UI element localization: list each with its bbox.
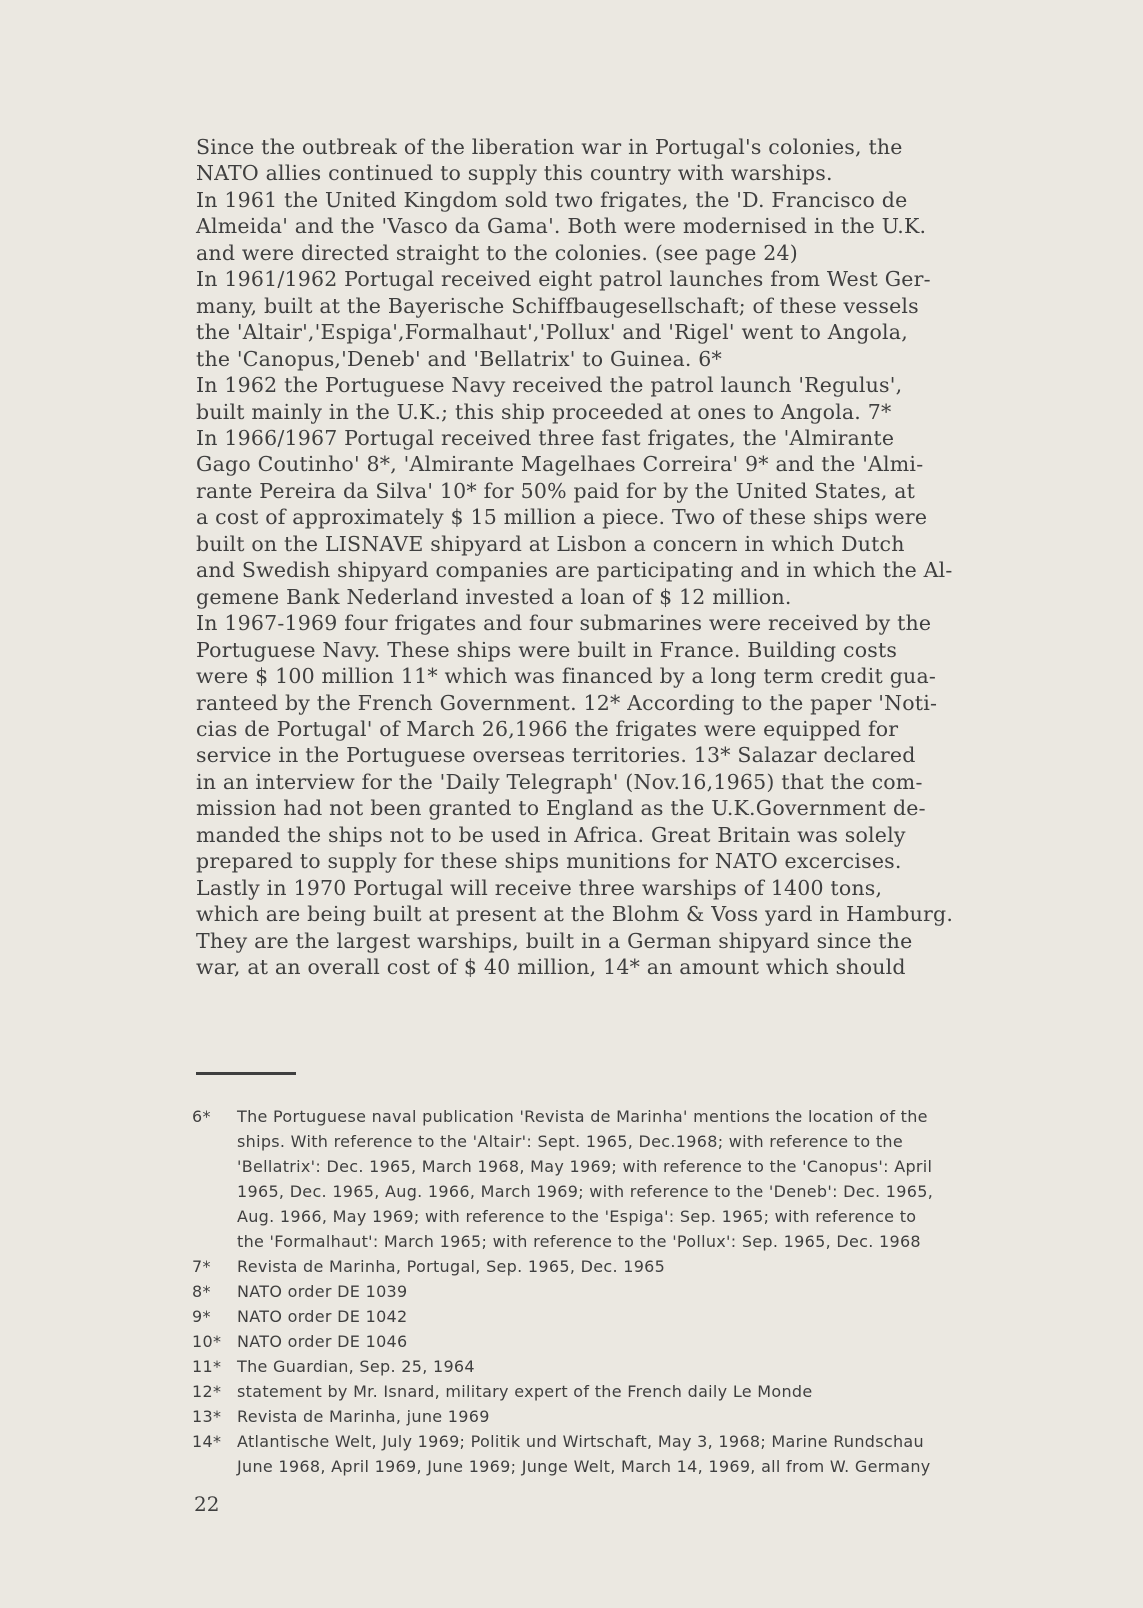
footnote-marker: 13*	[192, 1407, 222, 1426]
body-text-line: They are the largest warships, built in a German shipyard since the	[196, 928, 913, 953]
footnote-item	[192, 1304, 1092, 1329]
footnote-marker: 12*	[192, 1382, 222, 1401]
body-text-line: Lastly in 1970 Portugal will receive three warships of 1400 tons,	[196, 875, 883, 900]
body-text-line: In 1967-1969 four frigates and four submarines were received by the	[196, 611, 932, 636]
body-text-line: war, at an overall cost of $ 40 million, 14* an amount which should	[196, 955, 906, 980]
footnote-text	[237, 1354, 1092, 1379]
body-text-line: built mainly in the U.K.; this ship proceeded at ones to Angola. 7*	[196, 399, 892, 424]
footnote-text-line: Revista de Marinha, Portugal, Sep. 1965, Dec. 1965	[237, 1257, 666, 1276]
body-text-line: in an interview for the 'Daily Telegraph' (Nov.16,1965) that the com-	[196, 769, 923, 794]
body-text-line: a cost of approximately $ 15 million a piece. Two of these ships were	[196, 505, 928, 530]
body-text-line: In 1962 the Portuguese Navy received the patrol launch 'Regulus',	[196, 373, 903, 398]
footnote-text-line: NATO order DE 1046	[237, 1332, 408, 1351]
body-text-line: Since the outbreak of the liberation war in Portugal's colonies, the	[196, 135, 903, 159]
footnote-item	[192, 1354, 1092, 1379]
footnote-text-line: 'Bellatrix': Dec. 1965, March 1968, May 1969; with reference to the 'Canopus': April	[237, 1157, 933, 1176]
main-body-text	[196, 134, 1086, 981]
body-text-line: In 1961/1962 Portugal received eight patrol launches from West Ger-	[196, 267, 931, 292]
footnote-text-line: statement by Mr. Isnard, military expert of the French daily Le Monde	[237, 1382, 813, 1401]
body-text-line: Almeida' and the 'Vasco da Gama'. Both were modernised in the U.K.	[196, 214, 927, 239]
footnote-text	[237, 1379, 1092, 1404]
body-text-line: many, built at the Bayerische Schiffbaugesellschaft; of these vessels	[196, 293, 919, 318]
body-text-line: and were directed straight to the colonies. (see page 24)	[196, 240, 798, 265]
footnote-text	[237, 1429, 1092, 1479]
body-text-line: service in the Portuguese overseas territories. 13* Salazar declared	[196, 743, 916, 768]
footnote-text	[237, 1254, 1092, 1279]
body-text-line: rante Pereira da Silva' 10* for 50% paid for by the United States, at	[196, 478, 916, 503]
footnote-text	[237, 1304, 1092, 1329]
footnote-text-line: NATO order DE 1042	[237, 1307, 408, 1326]
footnote-text	[237, 1404, 1092, 1429]
footnotes-section	[192, 1104, 1092, 1479]
body-text-line: which are being built at present at the Blohm & Voss yard in Hamburg.	[196, 902, 954, 927]
footnote-item	[192, 1254, 1092, 1279]
footnote-text	[237, 1329, 1092, 1354]
footnote-marker: 9*	[192, 1307, 211, 1326]
body-text-line: the 'Altair','Espiga',Formalhaut','Pollux' and 'Rigel' went to Angola,	[196, 320, 908, 345]
body-text-line: manded the ships not to be used in Africa. Great Britain was solely	[196, 822, 906, 847]
footnote-marker: 11*	[192, 1357, 222, 1376]
body-text-line: In 1961 the United Kingdom sold two frigates, the 'D. Francisco de	[196, 187, 908, 212]
footnote-item	[192, 1104, 1092, 1254]
footnote-text-line: the 'Formalhaut': March 1965; with reference to the 'Pollux': Sep. 1965, Dec. 1968	[237, 1232, 921, 1251]
body-text-line: ranteed by the French Government. 12* According to the paper 'Noti-	[196, 690, 938, 715]
body-text-line: gemene Bank Nederland invested a loan of $ 12 million.	[196, 584, 792, 609]
footnote-text-line: Revista de Marinha, june 1969	[237, 1407, 490, 1426]
footnote-text-line: 1965, Dec. 1965, Aug. 1966, March 1969; with reference to the 'Deneb': Dec. 1965,	[237, 1182, 934, 1201]
footnote-marker: 8*	[192, 1282, 211, 1301]
footnote-text-line: Aug. 1966, May 1969; with reference to the 'Espiga': Sep. 1965; with reference to	[237, 1207, 917, 1226]
footnote-separator-rule	[196, 1072, 296, 1075]
footnote-text	[237, 1279, 1092, 1304]
body-text-line: prepared to supply for these ships munitions for NATO excercises.	[196, 849, 902, 874]
body-text-line: and Swedish shipyard companies are participating and in which the Al-	[196, 558, 953, 583]
footnote-text-line: ships. With reference to the 'Altair': Sept. 1965, Dec.1968; with reference to the	[237, 1132, 903, 1151]
footnote-text-line: The Guardian, Sep. 25, 1964	[237, 1357, 475, 1376]
body-text-line: Gago Coutinho' 8*, 'Almirante Magelhaes Correira' 9* and the 'Almi-	[196, 452, 924, 477]
body-text-line: Portuguese Navy. These ships were built in France. Building costs	[196, 637, 898, 662]
footnote-text	[237, 1104, 1092, 1254]
body-text-line: built on the LISNAVE shipyard at Lisbon a concern in which Dutch	[196, 531, 905, 556]
footnote-text-line: June 1968, April 1969, June 1969; Junge Welt, March 14, 1969, all from W. Germany	[237, 1457, 931, 1476]
footnote-marker: 6*	[192, 1107, 211, 1126]
footnote-item	[192, 1279, 1092, 1304]
body-text-line: NATO allies continued to supply this country with warships.	[196, 161, 833, 186]
footnote-text-line: Atlantische Welt, July 1969; Politik und Wirtschaft, May 3, 1968; Marine Rundschau	[237, 1432, 924, 1451]
footnote-item	[192, 1404, 1092, 1429]
footnote-marker: 7*	[192, 1257, 211, 1276]
footnote-item	[192, 1429, 1092, 1479]
body-text-line: cias de Portugal' of March 26,1966 the frigates were equipped for	[196, 716, 899, 741]
footnote-marker: 14*	[192, 1432, 222, 1451]
footnote-item	[192, 1329, 1092, 1354]
footnote-marker: 10*	[192, 1332, 222, 1351]
body-text-line: the 'Canopus,'Deneb' and 'Bellatrix' to Guinea. 6*	[196, 346, 723, 371]
body-text-line: mission had not been granted to England as the U.K.Government de-	[196, 796, 926, 821]
footnote-text-line: NATO order DE 1039	[237, 1282, 408, 1301]
footnote-text-line: The Portuguese naval publication 'Revista de Marinha' mentions the location of the	[237, 1107, 928, 1126]
page-number: 22	[194, 1492, 220, 1516]
footnote-item	[192, 1379, 1092, 1404]
body-text-line: In 1966/1967 Portugal received three fast frigates, the 'Almirante	[196, 425, 895, 450]
body-text-line: were $ 100 million 11* which was financed by a long term credit gua-	[196, 664, 936, 689]
